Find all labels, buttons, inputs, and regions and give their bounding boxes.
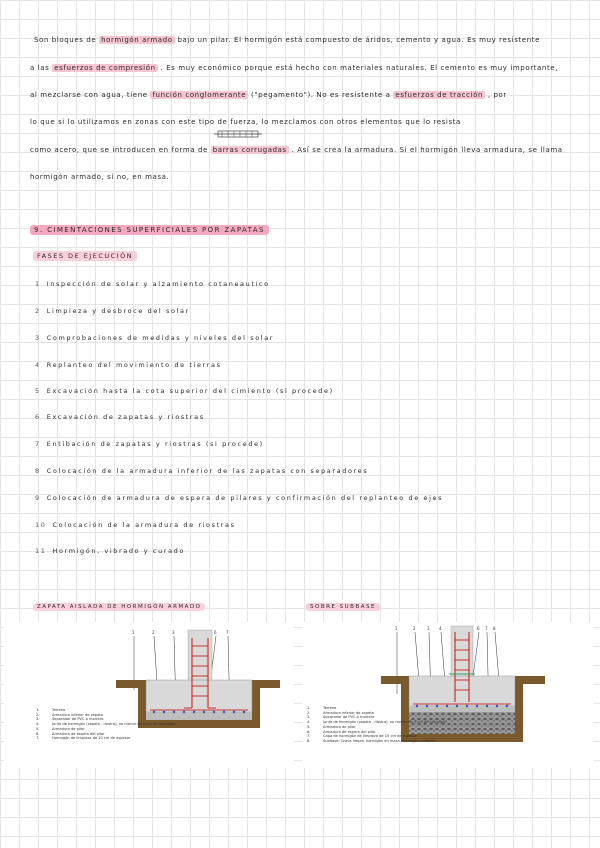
svg-text:6: 6 bbox=[477, 626, 480, 631]
svg-text:6: 6 bbox=[214, 630, 217, 635]
legend-item: 6. Armadura de espera del pilar bbox=[307, 729, 376, 734]
list-item: 4 Replanteo del movimiento de tierras bbox=[35, 361, 222, 369]
legend-item: 6. Armadura de espera del pilar bbox=[36, 731, 105, 736]
svg-text:3: 3 bbox=[172, 630, 175, 635]
footing-diagram-right bbox=[303, 622, 593, 768]
list-item: 7 Entibación de zapatas y riostras (si procede) bbox=[35, 440, 264, 448]
list-item: 11 Hormigón, vibrado y curado bbox=[35, 547, 185, 555]
isolated-footing-drawing bbox=[4, 622, 294, 768]
right-figure-legend bbox=[307, 706, 447, 744]
legend-item: 5. Armadura de pilar bbox=[36, 726, 85, 731]
svg-text:7: 7 bbox=[485, 626, 488, 631]
legend-item: 7. Hormigón de limpieza de 10 cm de espesor bbox=[36, 736, 131, 741]
highlight-esfuerzos-traccion: esfuerzos de tracción bbox=[395, 91, 484, 99]
svg-text:1: 1 bbox=[395, 626, 398, 631]
legend-item: 4. Junta de hormigón (zapata - riostra), no menor de 5 cm de hormigón bbox=[36, 722, 176, 727]
svg-text:3: 3 bbox=[427, 626, 430, 631]
list-item: 2 Limpieza y desbroce del solar bbox=[35, 307, 190, 315]
legend-item: 2. Armadura inferior de zapata bbox=[36, 712, 103, 717]
phases-subheading: FASES DE EJECUCIÓN bbox=[33, 252, 137, 260]
highlight-funcion-conglomerante: función conglomerante bbox=[152, 91, 247, 99]
intro-line-5: como acero, que se introducen en forma de barras corrugadas . Así se crea la armadura. Si el hormigón lleva armadura, se llama bbox=[30, 146, 563, 154]
svg-text:7: 7 bbox=[226, 630, 229, 635]
svg-text:4: 4 bbox=[439, 626, 442, 631]
list-item: 9 Colocación de armadura de espera de pilares y confirmación del replanteo de ejes bbox=[35, 494, 444, 502]
left-figure-legend bbox=[36, 708, 176, 741]
legend-item: 1. Terreno bbox=[36, 708, 66, 712]
intro-line-2: a las esfuerzos de compresión . Es muy económico porque está hecho con materiales naturales. El cemento es muy importante, bbox=[30, 64, 559, 72]
list-item: 6 Excavación de zapatas y riostras bbox=[35, 413, 205, 421]
svg-text:8: 8 bbox=[493, 626, 496, 631]
svg-text:2: 2 bbox=[152, 630, 155, 635]
svg-text:2: 2 bbox=[413, 626, 416, 631]
legend-item: 2. Armadura inferior de zapata bbox=[307, 710, 374, 715]
list-item: 8 Colocación de la armadura inferior de las zapatas con separadores bbox=[35, 467, 369, 475]
intro-line-1: Son bloques de hormigón armado bajo un pilar. El hormigón está compuesto de áridos, cemento y agua. Es muy resistente bbox=[34, 36, 540, 44]
left-figure-title: ZAPATA AISLADA DE HORMIGÓN ARMADO bbox=[33, 604, 205, 610]
legend-item: 5. Armadura de pilar bbox=[307, 724, 356, 729]
highlight-esfuerzos-compresion: esfuerzos de compresión bbox=[54, 64, 156, 72]
intro-line-4: lo que si lo utilizamos en zonas con este tipo de fuerza, lo mezclamos con otros elementos que lo resista bbox=[30, 118, 461, 126]
right-figure-title: SOBRE SUBBASE bbox=[306, 604, 380, 610]
intro-line-3: al mezclarse con agua, tiene función conglomerante ("pegamento"). No es resistente a esfuerzos de tracción , por bbox=[30, 91, 507, 99]
legend-item: 1. Terreno bbox=[307, 706, 337, 710]
corrugated-bar-sketch bbox=[212, 128, 264, 140]
footing-diagram-left bbox=[4, 622, 294, 768]
list-item: 1 Inspección de solar y alzamiento cotaneautico bbox=[35, 280, 270, 288]
highlight-barras-corrugadas: barras corrugadas bbox=[212, 146, 287, 154]
section-heading: 9. CIMENTACIONES SUPERFICIALES POR ZAPATAS bbox=[30, 226, 269, 234]
legend-item: 4. Junta de hormigón (zapata - riostra), no menor de 5 cm de hormigón bbox=[307, 720, 447, 725]
legend-item: 3. Separador de PVC o mortero bbox=[307, 715, 375, 720]
list-item: 3 Comprobaciones de medidas y niveles del solar bbox=[35, 334, 275, 342]
subbase-footing-drawing bbox=[303, 622, 593, 768]
svg-text:1: 1 bbox=[132, 630, 135, 635]
legend-item: 8. Subbase: Grava limpia, hormigón en masa, hormigón ciclópeo bbox=[307, 738, 436, 743]
list-item: 10 Colocación de la armadura de riostras bbox=[35, 521, 236, 529]
legend-item: 3. Separador de PVC o mortero bbox=[36, 717, 104, 722]
intro-line-6: hormigón armado, si no, en masa. bbox=[30, 173, 170, 181]
highlight-hormigon-armado: hormigón armado bbox=[101, 36, 173, 44]
list-item: 5 Excavación hasta la cota superior del cimiento (si procede) bbox=[35, 387, 334, 395]
legend-item: 7. Capa de hormigón de limpieza de 10 cm de espesor bbox=[307, 734, 417, 739]
